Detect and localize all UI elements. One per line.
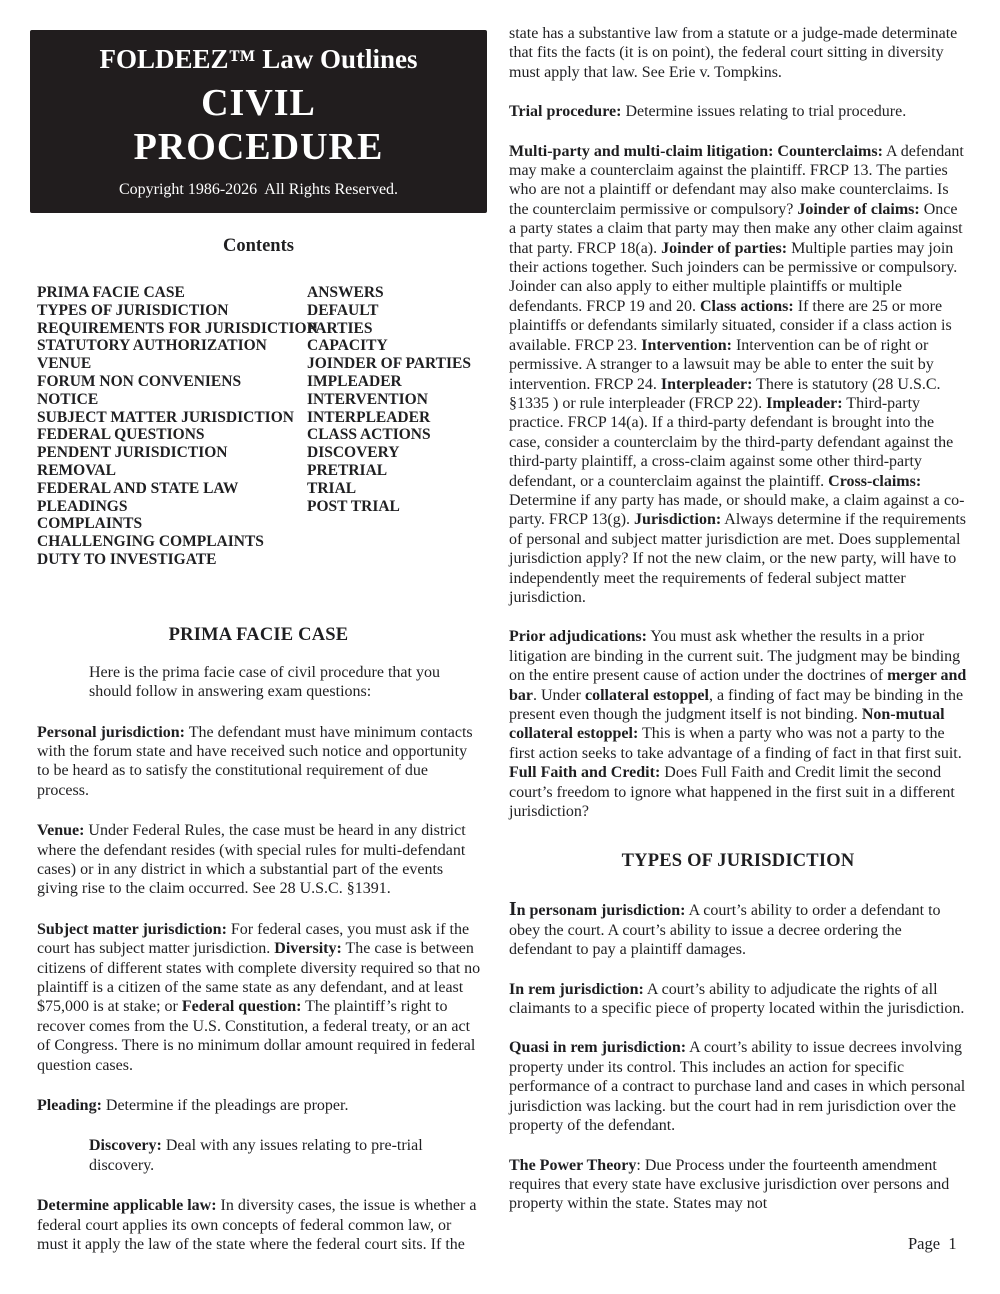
contents-item: PRETRIAL: [307, 461, 388, 479]
bold-text-segment: Quasi in rem jurisdiction:: [509, 1039, 687, 1057]
contents-item: CAPACITY: [307, 337, 388, 355]
bold-text-segment: Discovery:: [89, 1137, 162, 1155]
bold-text-segment: Multi-party and multi-claim litigation: Counterclaims:: [509, 142, 883, 160]
contents-item: COMPLAINTS: [37, 515, 143, 533]
text-segment: Here is the prima facie case of civil procedure that you should follow in answering exam questions:: [89, 663, 440, 701]
paragraph: [509, 1156, 967, 1214]
contents-item: REMOVAL: [37, 461, 116, 479]
bold-text-segment: Jurisdiction:: [634, 511, 722, 529]
paragraph: [509, 102, 967, 121]
text-segment: Always determine if the requirements of personal and subject matter jurisdiction are met. Does supplemental jurisdiction apply? If not the new claim, or the new party, will have to independently meet the requirements of federal subject matter jurisdiction.: [509, 511, 966, 606]
contents-item: NOTICE: [37, 390, 99, 408]
contents-item: JOINDER OF PARTIES: [307, 355, 471, 373]
text-segment: Determine if the pleadings are proper.: [101, 1097, 349, 1115]
bold-text-segment: I: [509, 899, 517, 921]
bold-text-segment: In rem jurisdiction:: [509, 980, 644, 998]
section-heading-types-of-jurisdiction: TYPES OF JURISDICTION: [621, 851, 855, 872]
bold-text-segment: Trial procedure:: [509, 103, 622, 121]
contents-item: FORUM NON CONVENIENS: [37, 372, 242, 390]
bold-text-segment: Personal jurisdiction:: [37, 723, 185, 741]
bold-text-segment: Federal question:: [181, 998, 302, 1016]
text-segment: A defendant may make a counterclaim against the plaintiff. FRCP 13. The parties who are not a plaintiff or defendant may also make counterclaims. Is the counterclaim permissive or compulsory?: [509, 142, 964, 218]
text-segment: Determine if any party has made, or should make, a claim against a co-party. FRCP 13(g).: [509, 491, 965, 529]
bold-text-segment: Impleader:: [766, 394, 843, 412]
text-segment: Multiple parties may join their actions together. Such joinders can be permissive or compulsory. Joinder can also apply to either multiple plaintiffs or multiple defendants. FRCP 19 and 20.: [509, 239, 958, 315]
bold-text-segment: Intervention:: [641, 336, 732, 354]
bold-text-segment: collateral estoppel: [584, 686, 709, 704]
text-segment: This is when a party who was not a party to the first action seeks to take advantage of a finding of fact in that first suit.: [509, 725, 962, 762]
text-segment: If there are 25 or more plaintiffs or defendants similarly situated, consider if a class action is available. FRCP 23.: [509, 297, 952, 354]
text-segment: Third-party practice. FRCP 14(a). If a third-party defendant is brought into the case, consider a counterclaim by the third-party defendant against the third-party plaintiff, a cross-claim against some other third-party defendant, or a counterclaim against the plaintiff.: [509, 394, 954, 490]
text-segment: . Under: [533, 686, 585, 704]
text-segment: The plaintiff’s right to recover comes from the U.S. Constitution, a federal treaty, or an act of Congress. There is no minimum dollar amount required in federal question cases.: [37, 998, 476, 1074]
right-column: [509, 24, 967, 1234]
contents-right-column: [307, 284, 471, 569]
bold-text-segment: Joinder of parties:: [661, 239, 788, 257]
contents-list: [30, 284, 487, 569]
bold-text-segment: Interpleader:: [660, 375, 753, 393]
contents-item: PARTIES: [307, 319, 373, 337]
contents-item: DISCOVERY: [307, 444, 400, 462]
text-segment: A court’s ability to adjudicate the rights of all claimants to a specific piece of property located within the jurisdiction.: [509, 980, 965, 1018]
right-column-paragraphs-bottom: [509, 900, 967, 1213]
contents-item: CLASS ACTIONS: [307, 426, 431, 444]
text-segment: You must ask whether the results in a prior litigation are binding in the current suit. The judgment may be binding on the entire present cause of action under the doctrines of: [509, 628, 961, 685]
bold-text-segment: Cross-claims:: [828, 472, 922, 490]
contents-item: PLEADINGS: [37, 497, 128, 515]
brand-title: FOLDEEZ™ Law Outlines: [99, 43, 418, 74]
page-number: Page 1: [908, 1234, 957, 1253]
contents-item: STATUTORY AUTHORIZATION: [37, 337, 267, 355]
contents-item: ANSWERS: [307, 284, 384, 301]
contents-item: VENUE: [37, 355, 92, 373]
paragraph: [509, 980, 967, 1019]
contents-item: REQUIREMENTS FOR JURISDICTION: [37, 319, 318, 337]
paragraph: [509, 24, 967, 82]
bold-text-segment: Determine applicable law:: [37, 1197, 217, 1215]
contents-left-column: [37, 284, 318, 569]
contents-item: IMPLEADER: [307, 372, 402, 390]
contents-item: PRIMA FACIE CASE: [37, 284, 185, 301]
text-segment: , a finding of fact may be binding in the present even though the judgment itself is not binding.: [509, 686, 964, 723]
paragraph: [37, 1196, 483, 1254]
text-segment: The defendant must have minimum contacts with the forum state and have received such notice and opportunity to be heard as to satisfy the constitutional requirement of due process.: [37, 723, 473, 799]
bold-text-segment: Joinder of claims:: [797, 200, 920, 218]
text-segment: Determine issues relating to trial procedure.: [621, 103, 907, 121]
text-segment: Does Full Faith and Credit limit the second court’s freedom to ignore what happened in the first suit in a different jurisdiction?: [509, 764, 955, 821]
contents-item: CHALLENGING COMPLAINTS: [37, 533, 264, 551]
contents-item: INTERVENTION: [307, 390, 428, 408]
right-column-paragraphs-top: [509, 24, 967, 821]
contents-item: INTERPLEADER: [307, 408, 431, 426]
paragraph: [509, 627, 967, 821]
bold-text-segment: Class actions:: [699, 297, 794, 315]
text-segment: Intervention can be of right or permissive. A stranger to a lawsuit may be able to enter the suit by intervention. FRCP 24.: [509, 336, 934, 393]
paragraph: [509, 900, 967, 959]
contents-item: FEDERAL QUESTIONS: [37, 426, 205, 444]
text-segment: The case is between citizens of different states with complete diversity required so that no plaintiff is a citizen of the same state as any defendant, and at least $75,000 is at stake; or: [37, 940, 481, 1016]
left-column-paragraphs: [30, 663, 487, 1255]
contents-item: SUBJECT MATTER JURISDICTION: [37, 408, 294, 426]
bold-text-segment: Non-mutual collateral estoppel:: [509, 706, 945, 743]
contents-item: PENDENT JURISDICTION: [37, 444, 228, 462]
contents-item: FEDERAL AND STATE LAW: [37, 479, 239, 497]
text-segment: A court’s ability to issue decrees involving property under its control. This includes an action for specific performance of a contract to purchase land and cases in which personal jurisdiction was lacking. but the court had in rem jurisdiction over the property of the defendant.: [509, 1039, 966, 1135]
paragraph: [509, 142, 967, 608]
text-segment: In diversity cases, the issue is whether a federal court applies its own concepts of federal common law, or must it apply the law of the state where the federal court sits. If the: [37, 1197, 477, 1254]
subject-title-line2: PROCEDURE: [133, 126, 384, 168]
paragraph: [37, 821, 483, 899]
contents-heading: Contents: [223, 236, 294, 256]
text-segment: There is statutory (28 U.S.C. §1335 ) or rule interpleader (FRCP 22).: [509, 375, 941, 412]
bold-text-segment: The Power Theory: [509, 1156, 637, 1174]
text-segment: : Due Process under the fourteenth amendment requires that every state have exclusive jurisdiction over persons and property within the state. States may not: [509, 1156, 950, 1213]
paragraph: [37, 663, 483, 702]
text-segment: state has a substantive law from a statute or a judge-made determinate that fits the facts (it is on point), the federal court sitting in diversity must apply that law. See Erie v. Tompkins.: [509, 25, 958, 81]
text-segment: For federal cases, you must ask if the court has subject matter jurisdiction.: [37, 920, 470, 958]
copyright-line: Copyright 1986-2026 All Rights Reserved.: [118, 181, 399, 199]
bold-text-segment: Venue:: [37, 822, 85, 840]
bold-text-segment: Subject matter jurisdiction:: [37, 920, 227, 938]
paragraph: [37, 1096, 483, 1115]
contents-item: TRIAL: [307, 479, 357, 497]
paragraph: [37, 723, 483, 801]
contents-item: DUTY TO INVESTIGATE: [37, 550, 217, 568]
contents-item: DEFAULT: [307, 301, 379, 319]
text-segment: Once a party states a claim that party may then make any other claim against that party. FRCP 18(a).: [509, 200, 963, 257]
bold-text-segment: merger and bar: [509, 667, 967, 704]
title-banner: [30, 30, 487, 213]
bold-text-segment: Prior adjudications:: [509, 628, 647, 646]
paragraph: [509, 1038, 967, 1135]
bold-text-segment: Diversity:: [274, 940, 342, 958]
section-heading-prima-facie-case: PRIMA FACIE CASE: [168, 624, 349, 645]
contents-item: TYPES OF JURISDICTION: [37, 301, 229, 319]
text-segment: A court’s ability to order a defendant to obey the court. A court’s ability to issue a decree ordering the defendant to pay a plaintiff damages.: [509, 902, 941, 959]
bold-text-segment: Full Faith and Credit:: [509, 764, 661, 782]
text-segment: Under Federal Rules, the case must be heard in any district where the defendant resides (with special rules for multi-defendant cases) or in any district in which a substantial part of the events giving rise to the claim occurred. See 28 U.S.C. §1391.: [37, 822, 466, 898]
bold-text-segment: n personam jurisdiction:: [516, 902, 686, 920]
contents-item: POST TRIAL: [307, 497, 400, 515]
text-segment: Deal with any issues relating to pre-trial discovery.: [89, 1137, 423, 1174]
paragraph: [37, 920, 483, 1075]
left-column: [30, 30, 487, 1276]
bold-text-segment: Pleading:: [37, 1097, 102, 1115]
paragraph: [37, 1136, 483, 1175]
subject-title-line1: CIVIL: [201, 81, 316, 124]
